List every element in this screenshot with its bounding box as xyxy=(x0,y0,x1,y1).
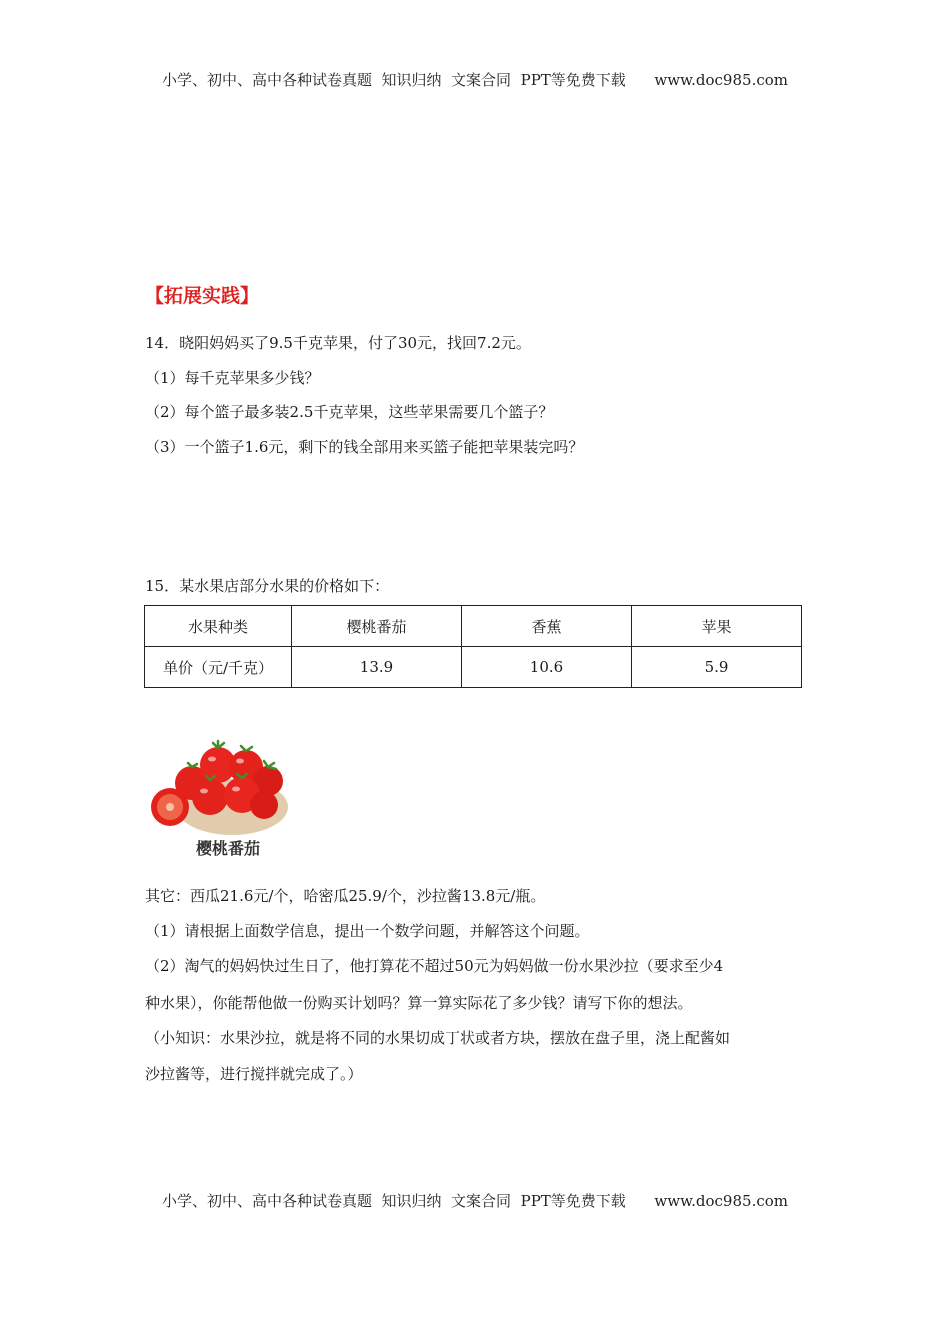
q15-line-5: 沙拉酱等，进行搅拌就完成了。） xyxy=(145,1065,363,1083)
q15-others: 其它：西瓜21.6元/个，哈密瓜25.9/个，沙拉酱13.8元/瓶。 xyxy=(145,887,546,905)
table-row xyxy=(145,606,802,647)
table-cell: 10.6 xyxy=(462,647,632,688)
q15-line-3: 种水果），你能帮他做一份购买计划吗？算一算实际花了多少钱？请写下你的想法。 xyxy=(145,994,693,1012)
table-cell: 13.9 xyxy=(292,647,462,688)
section-title: 【拓展实践】 xyxy=(145,285,260,307)
q14-part-1: （1）每千克苹果多少钱？ xyxy=(145,369,320,387)
table-header-cell: 香蕉 xyxy=(462,606,632,647)
q15-line-4: （小知识：水果沙拉，就是将不同的水果切成丁状或者方块，摆放在盘子里，浇上配酱如 xyxy=(145,1029,731,1047)
table-row xyxy=(145,647,802,688)
q15-line-1: （1）请根据上面数学信息，提出一个数学问题，并解答这个问题。 xyxy=(145,922,590,940)
table-header-cell: 水果种类 xyxy=(145,606,292,647)
fruit-price-table xyxy=(144,605,802,688)
q15-stem: 15．某水果店部分水果的价格如下： xyxy=(145,577,390,595)
table-cell: 5.9 xyxy=(632,647,802,688)
q14-stem: 14．晓阳妈妈买了9.5千克苹果，付了30元，找回7.2元。 xyxy=(145,334,531,352)
page-header: 小学、初中、高中各种试卷真题 知识归纳 文案合同 PPT等免费下载 www.doc985.com xyxy=(161,71,788,89)
q14-part-2: （2）每个篮子最多装2.5千克苹果，这些苹果需要几个篮子？ xyxy=(145,403,554,421)
table-cell: 单价（元/千克） xyxy=(145,647,292,688)
table-header-cell: 苹果 xyxy=(632,606,802,647)
image-caption: 樱桃番茄 xyxy=(196,839,261,858)
page-footer: 小学、初中、高中各种试卷真题 知识归纳 文案合同 PPT等免费下载 www.doc985.com xyxy=(161,1192,788,1210)
q15-line-2: （2）淘气的妈妈快过生日了，他打算花不超过50元为妈妈做一份水果沙拉（要求至少4 xyxy=(145,957,724,975)
q14-part-3: （3）一个篮子1.6元，剩下的钱全部用来买篮子能把苹果装完吗？ xyxy=(145,438,584,456)
table-header-cell: 樱桃番茄 xyxy=(292,606,462,647)
